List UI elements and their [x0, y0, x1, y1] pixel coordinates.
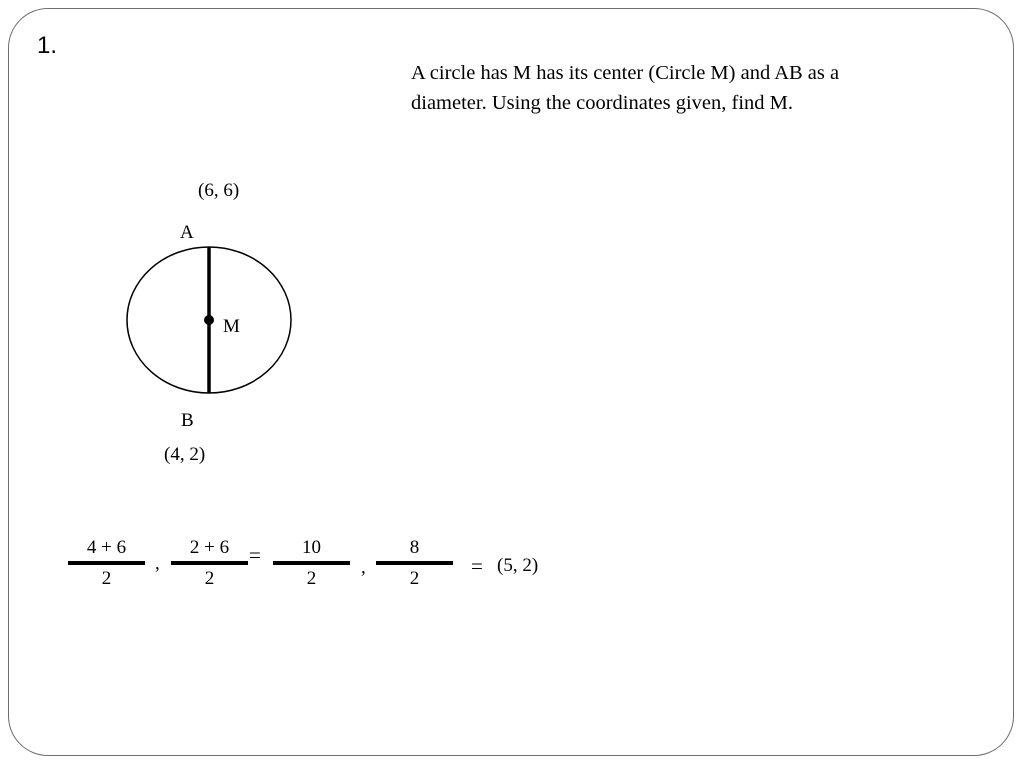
fraction-y-sum: [171, 536, 248, 596]
fraction-numerator: 2 + 6: [189, 537, 230, 558]
problem-text: A circle has M has its center (Circle M) and AB as a diameter. Using the coordinates given, find M.: [411, 62, 840, 114]
point-b-coordinates: (4, 2): [164, 444, 206, 465]
fraction-numerator: 8: [409, 537, 420, 558]
problem-number: 1.: [37, 32, 58, 59]
fraction-denominator: 2: [101, 568, 112, 589]
fraction-bar: [171, 561, 248, 565]
comma-separator: ,: [361, 557, 366, 578]
point-a-coordinates: (6, 6): [198, 180, 240, 201]
fraction-bar: [68, 561, 145, 565]
fraction-y-result: [376, 536, 453, 596]
fraction-numerator: 4 + 6: [86, 537, 127, 558]
fraction-bar: [273, 561, 350, 565]
fraction-x-sum: [68, 536, 145, 596]
fraction-x-result: [273, 536, 350, 596]
equals-sign: =: [249, 543, 261, 567]
comma-separator: ,: [155, 553, 160, 574]
point-b-label: B: [181, 410, 194, 431]
fraction-denominator: 2: [204, 568, 215, 589]
midpoint-result: (5, 2): [497, 555, 539, 576]
equals-sign: =: [471, 554, 483, 578]
fraction-denominator: 2: [306, 568, 317, 589]
center-point: [204, 315, 214, 325]
point-a-label: A: [180, 222, 194, 243]
center-label: M: [223, 316, 240, 337]
fraction-numerator: 10: [302, 537, 321, 558]
fraction-bar: [376, 561, 453, 565]
fraction-denominator: 2: [409, 568, 420, 589]
